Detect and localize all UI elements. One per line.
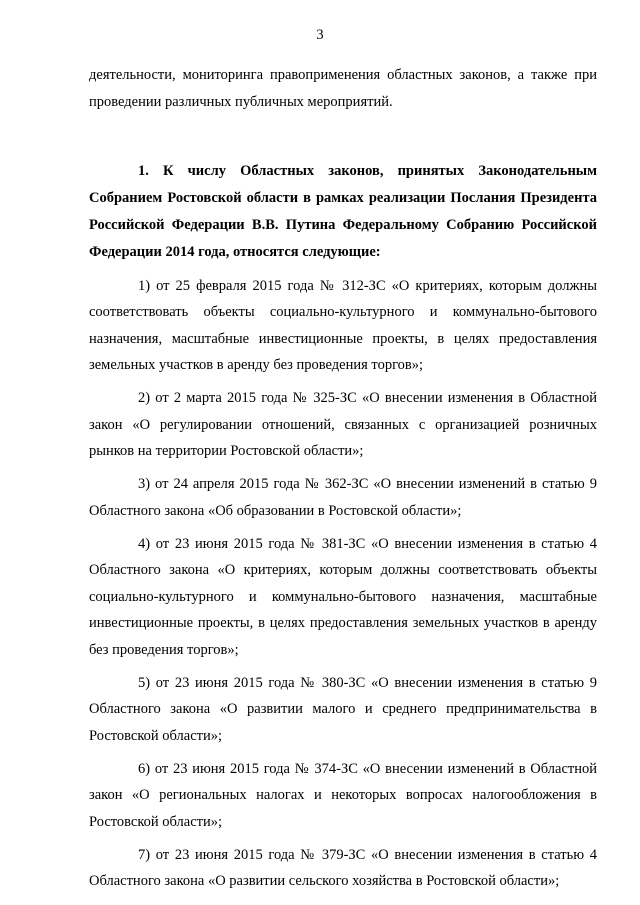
list-item: 6) от 23 июня 2015 года № 374-ЗС «О внесении изменений в Областной закон «О региональных налогах и некоторых вопросах налогообложения в Ростовской области»; (89, 760, 597, 830)
intro-paragraph: деятельности, мониторинга правоприменения областных законов, а также при проведении различных публичных мероприятий. (89, 67, 597, 110)
list-item: 3) от 24 апреля 2015 года № 362-ЗС «О внесении изменений в статью 9 Областного закона «Об образовании в Ростовской области»; (89, 476, 597, 519)
document-body (89, 62, 597, 895)
page-number: 3 (316, 27, 324, 43)
section-heading: 1. К числу Областных законов, принятых Законодательным Собранием Ростовской области в рамках реализации Послания Президента Российской Федерации В.В. Путина Федеральному Собранию Российской Федерации 2014 года, относятся следующие: (89, 163, 597, 260)
list-item: 2) от 2 марта 2015 года № 325-ЗС «О внесении изменения в Областной закон «О регулировании отношений, связанных с организацией розничных рынков на территории Ростовской области»; (89, 390, 597, 459)
list-item: 1) от 25 февраля 2015 года № 312-ЗС «О критериях, которым должны соответствовать объекты социально-культурного и коммунально-бытового назначения, масштабные инвестиционные проекты, в целях предоставления земельных участков в аренду без проведения торгов»; (89, 277, 597, 373)
list-item: 7) от 23 июня 2015 года № 379-ЗС «О внесении изменения в статью 4 Областного закона «О развитии сельского хозяйства в Ростовской области»; (89, 846, 597, 889)
list-item: 4) от 23 июня 2015 года № 381-ЗС «О внесении изменения в статью 4 Областного закона «О критериях, которым должны соответствовать объекты социально-культурного и коммунально-бытового назначения, масштабные инвестиционные проекты, в целях предоставления земельных участков в аренду без проведения торгов»; (89, 535, 597, 658)
list-item: 5) от 23 июня 2015 года № 380-ЗС «О внесении изменения в статью 9 Областного закона «О развитии малого и среднего предпринимательства в Ростовской области»; (89, 674, 597, 744)
